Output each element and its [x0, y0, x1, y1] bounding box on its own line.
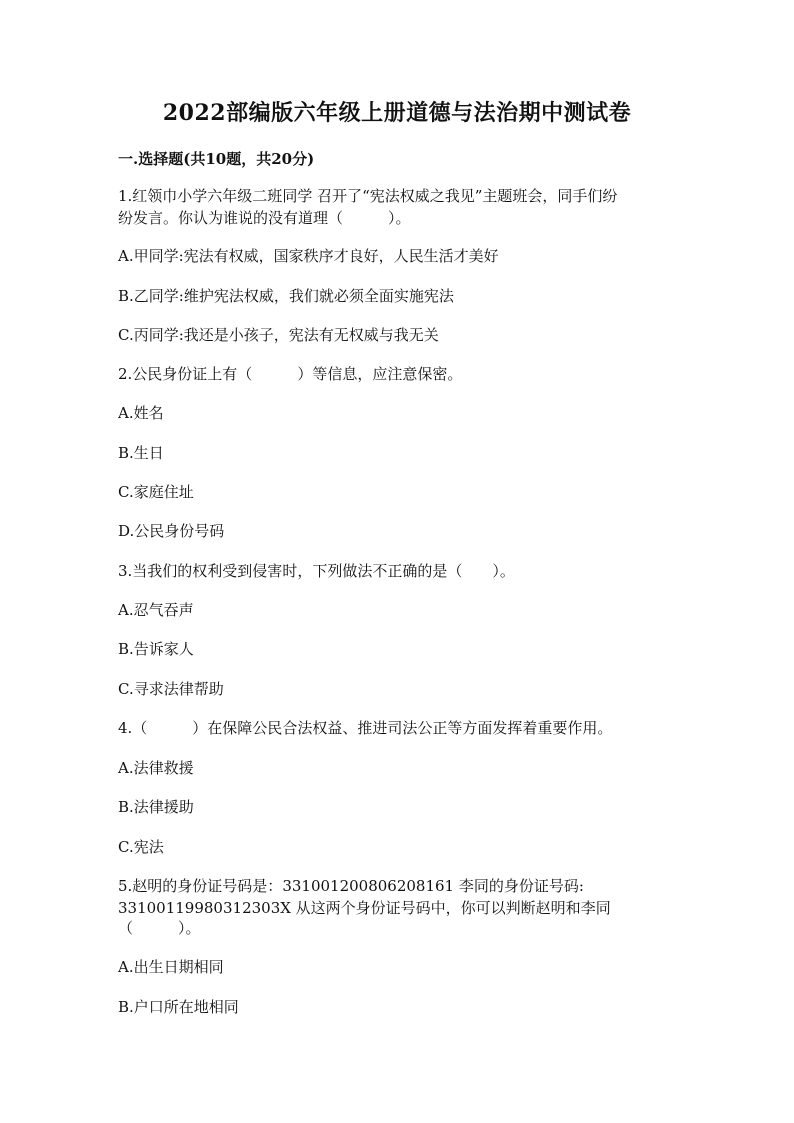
question-2-option-d: D.公民身份号码 — [118, 522, 225, 540]
page-title: 2022部编版六年级上册道德与法治期中测试卷 — [162, 100, 632, 126]
question-5-stem-line-2: 33100119980312303X 从这两个身份证号码中，你可以判断赵明和李同 — [118, 899, 611, 917]
question-5-stem-line-1: 5.赵明的身份证号码是：331001200806208161 李同的身份证号码: — [118, 877, 584, 895]
section-heading: 一.选择题(共10题，共20分) — [118, 150, 315, 168]
question-3-option-b: B.告诉家人 — [118, 640, 194, 658]
question-4-option-b: B.法律援助 — [118, 798, 194, 816]
question-4-option-a: A.法律救援 — [118, 759, 194, 777]
question-2-option-a: A.姓名 — [118, 404, 164, 422]
question-1-option-b: B.乙同学:维护宪法权威，我们就必须全面实施宪法 — [118, 287, 454, 305]
question-5-option-a: A.出生日期相同 — [118, 958, 224, 976]
question-3-stem-line-1: 3.当我们的权利受到侵害时，下列做法不正确的是（ ）。 — [118, 562, 515, 580]
question-1-option-c: C.丙同学:我还是小孩子，宪法有无权威与我无关 — [118, 326, 439, 344]
question-1-stem-line-2: 纷发言。你认为谁说的没有道理（ ）。 — [118, 209, 411, 227]
question-3-option-a: A.忍气吞声 — [118, 601, 194, 619]
question-1-option-a: A.甲同学:宪法有权威，国家秩序才良好，人民生活才美好 — [118, 247, 499, 265]
question-2-stem-line-1: 2.公民身份证上有（ ）等信息，应注意保密。 — [118, 365, 463, 383]
question-2-option-b: B.生日 — [118, 444, 164, 462]
question-1-stem-line-1: 1.红领巾小学六年级二班同学 召开了“宪法权威之我见”主题班会，同手们纷 — [118, 187, 618, 205]
question-5-option-b: B.户口所在地相同 — [118, 998, 239, 1016]
question-2-option-c: C.家庭住址 — [118, 483, 194, 501]
question-4-stem-line-1: 4.（ ）在保障公民合法权益、推进司法公正等方面发挥着重要作用。 — [118, 719, 613, 737]
question-5-stem-line-3: （ ）。 — [118, 919, 201, 937]
question-4-option-c: C.宪法 — [118, 838, 164, 856]
question-3-option-c: C.寻求法律帮助 — [118, 680, 224, 698]
